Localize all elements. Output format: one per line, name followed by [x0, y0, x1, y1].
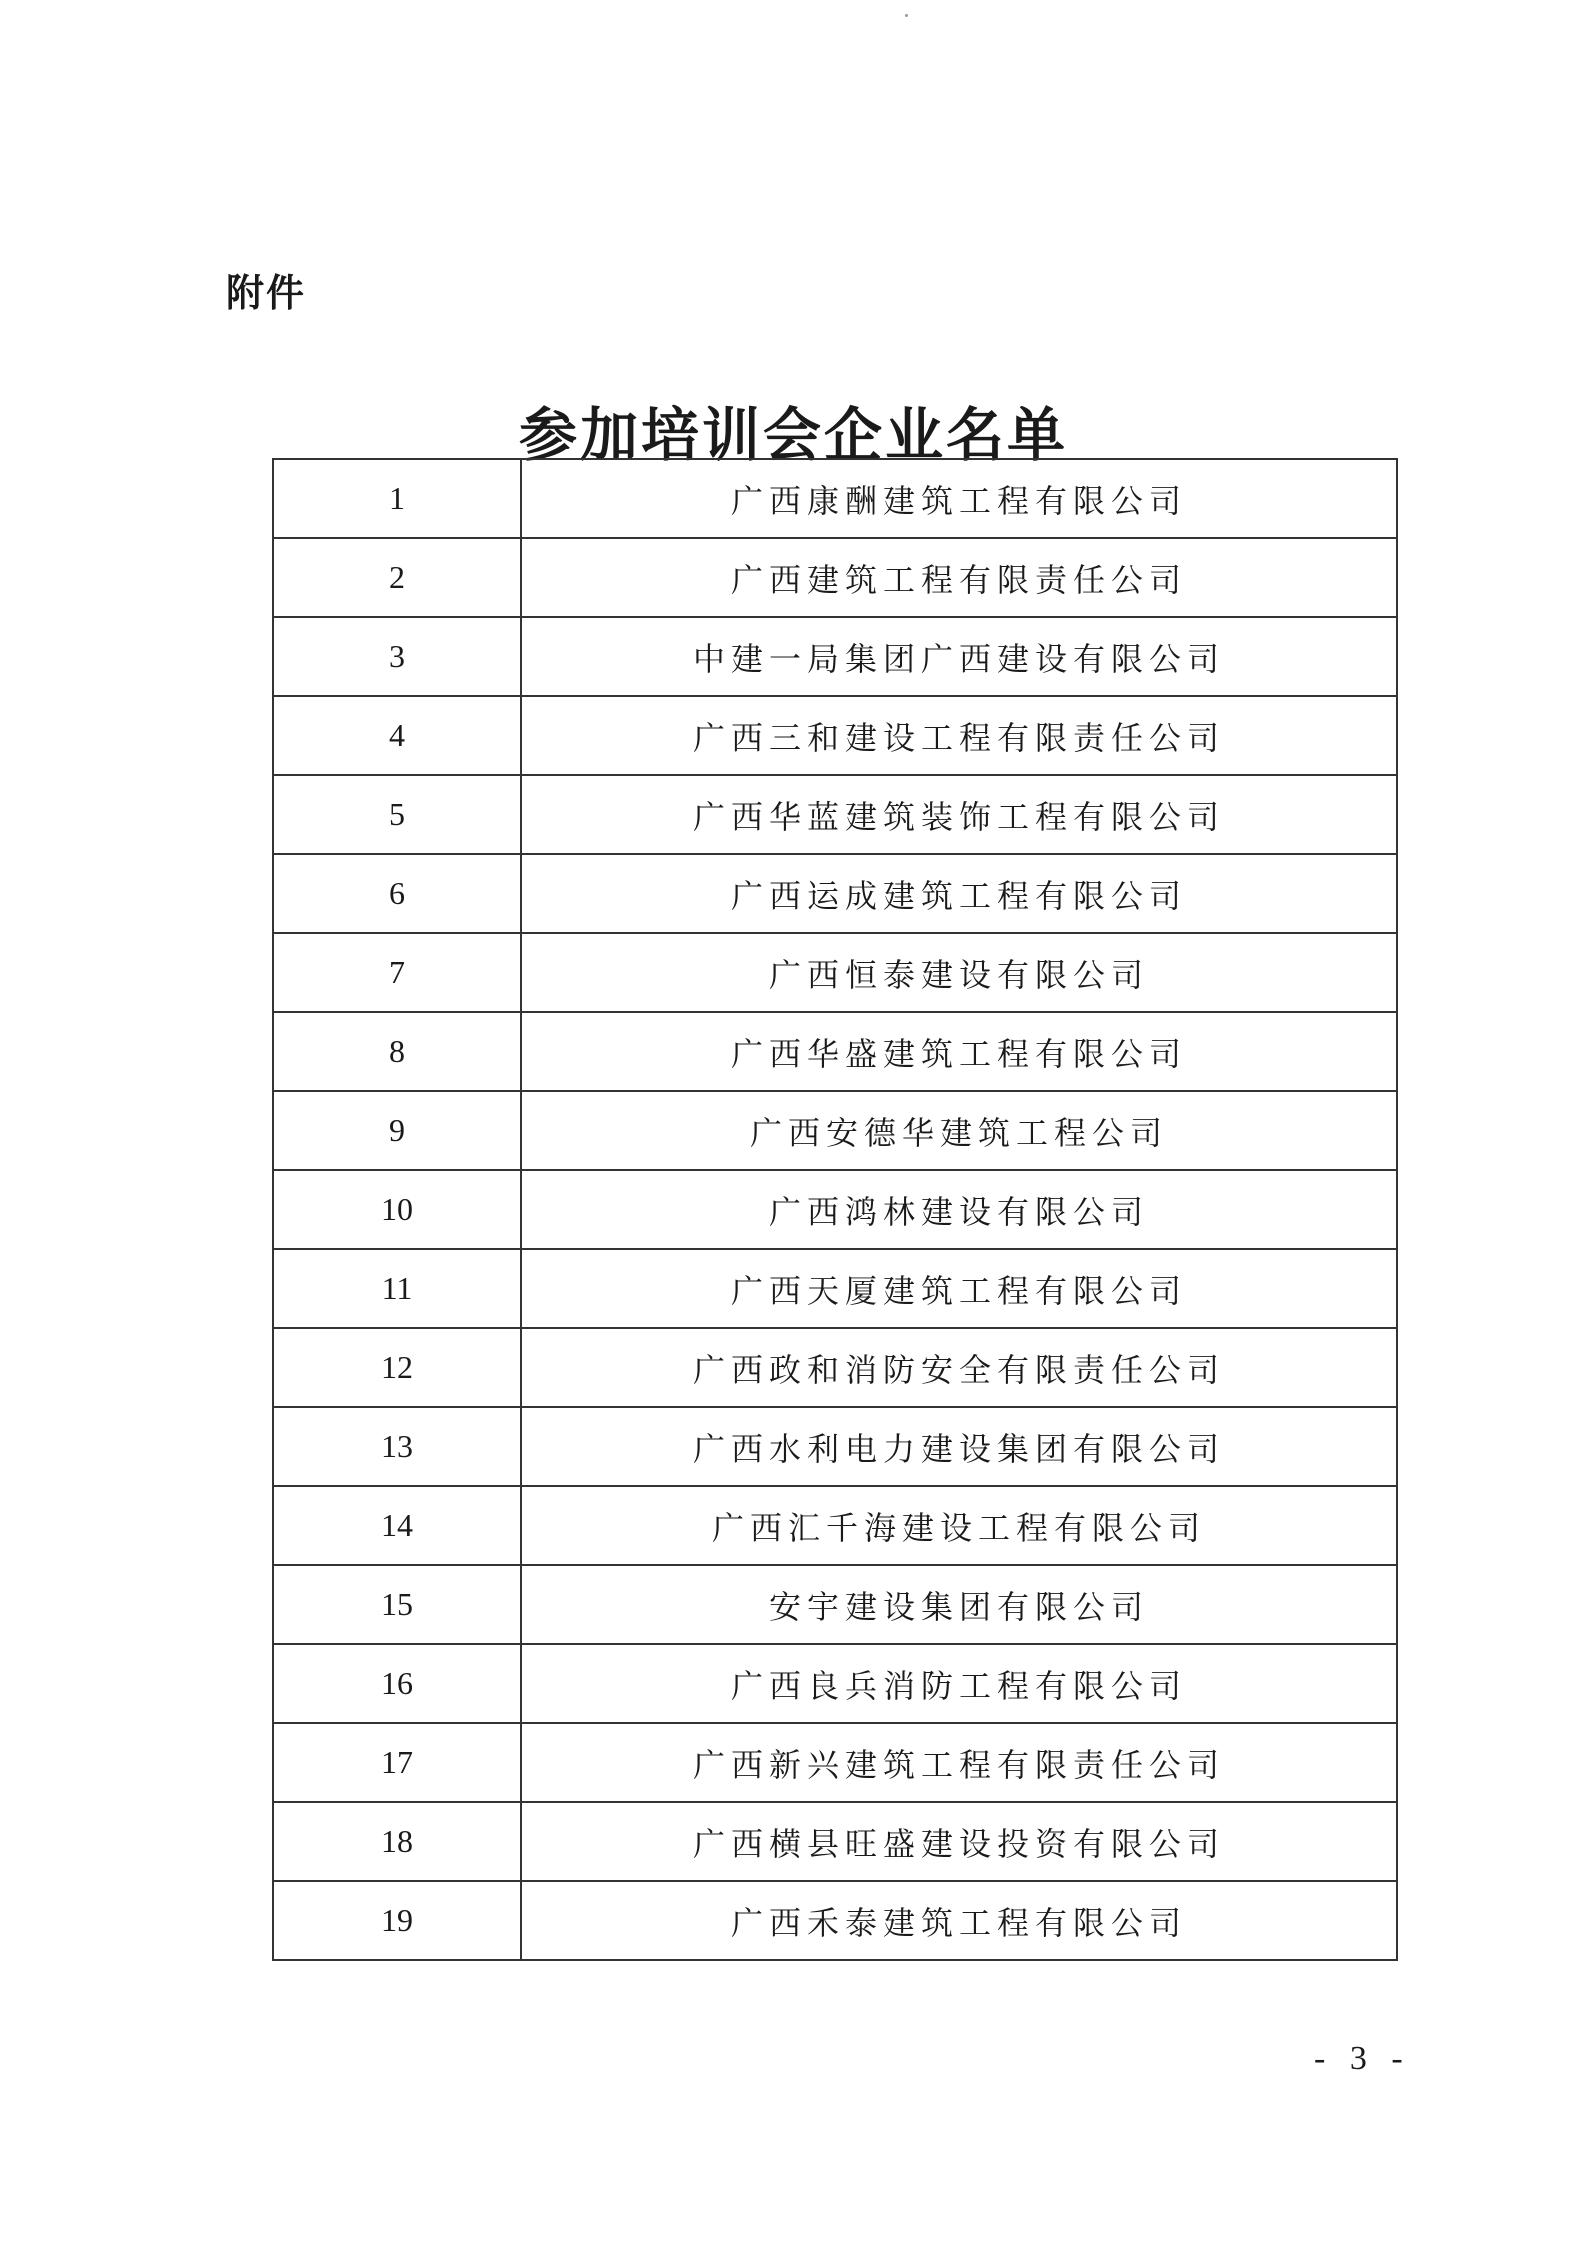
row-number: 8 [273, 1012, 521, 1091]
table-row [273, 854, 1397, 933]
row-number: 13 [273, 1407, 521, 1486]
row-number: 15 [273, 1565, 521, 1644]
table-row [273, 933, 1397, 1012]
table-row [273, 538, 1397, 617]
row-number: 6 [273, 854, 521, 933]
scan-speck [905, 14, 908, 17]
row-number: 9 [273, 1091, 521, 1170]
company-name: 广西运成建筑工程有限公司 [521, 854, 1397, 933]
company-name: 广西康酬建筑工程有限公司 [521, 459, 1397, 538]
table-row [273, 1407, 1397, 1486]
company-name: 广西横县旺盛建设投资有限公司 [521, 1802, 1397, 1881]
row-number: 2 [273, 538, 521, 617]
row-number: 1 [273, 459, 521, 538]
company-name: 广西华蓝建筑装饰工程有限公司 [521, 775, 1397, 854]
company-name: 广西良兵消防工程有限公司 [521, 1644, 1397, 1723]
company-name: 广西新兴建筑工程有限责任公司 [521, 1723, 1397, 1802]
table-row [273, 1565, 1397, 1644]
row-number: 10 [273, 1170, 521, 1249]
company-name: 广西水利电力建设集团有限公司 [521, 1407, 1397, 1486]
company-name: 广西建筑工程有限责任公司 [521, 538, 1397, 617]
company-name: 广西华盛建筑工程有限公司 [521, 1012, 1397, 1091]
table-row [273, 1091, 1397, 1170]
row-number: 3 [273, 617, 521, 696]
row-number: 19 [273, 1881, 521, 1960]
attachment-label: 附件 [226, 271, 307, 315]
company-list-table [272, 458, 1398, 1961]
row-number: 5 [273, 775, 521, 854]
company-name: 广西政和消防安全有限责任公司 [521, 1328, 1397, 1407]
table-row [273, 1644, 1397, 1723]
table-row [273, 1328, 1397, 1407]
company-name: 广西三和建设工程有限责任公司 [521, 696, 1397, 775]
row-number: 4 [273, 696, 521, 775]
table-row [273, 696, 1397, 775]
table-row [273, 1249, 1397, 1328]
table-row [273, 617, 1397, 696]
company-name: 广西天厦建筑工程有限公司 [521, 1249, 1397, 1328]
document-title: 参加培训会企业名单 [518, 401, 1068, 469]
company-name: 广西安德华建筑工程公司 [521, 1091, 1397, 1170]
row-number: 12 [273, 1328, 521, 1407]
table-row [273, 1486, 1397, 1565]
row-number: 14 [273, 1486, 521, 1565]
row-number: 18 [273, 1802, 521, 1881]
company-name: 广西汇千海建设工程有限公司 [521, 1486, 1397, 1565]
table-row [273, 775, 1397, 854]
table-row [273, 1802, 1397, 1881]
company-name: 中建一局集团广西建设有限公司 [521, 617, 1397, 696]
table-row [273, 1170, 1397, 1249]
company-list-body [273, 459, 1397, 1960]
row-number: 17 [273, 1723, 521, 1802]
table-row [273, 1723, 1397, 1802]
row-number: 16 [273, 1644, 521, 1723]
company-name: 广西鸿林建设有限公司 [521, 1170, 1397, 1249]
company-name: 安宇建设集团有限公司 [521, 1565, 1397, 1644]
company-name: 广西恒泰建设有限公司 [521, 933, 1397, 1012]
table-row [273, 1012, 1397, 1091]
page-number: - 3 - [1314, 2040, 1411, 2077]
table-row [273, 459, 1397, 538]
row-number: 7 [273, 933, 521, 1012]
table-row [273, 1881, 1397, 1960]
row-number: 11 [273, 1249, 521, 1328]
company-name: 广西禾泰建筑工程有限公司 [521, 1881, 1397, 1960]
